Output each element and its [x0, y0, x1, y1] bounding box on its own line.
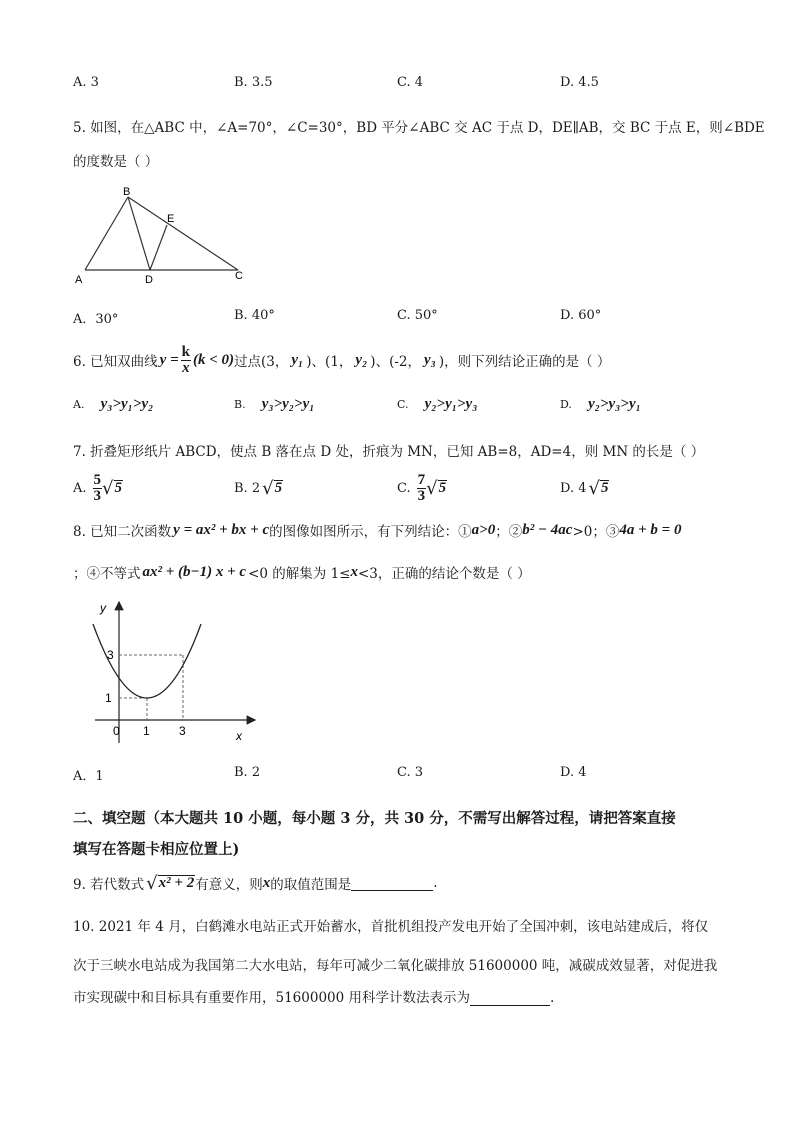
q8-conclusion2: b² − 4ac	[522, 521, 573, 538]
tick-y3: 3	[107, 648, 114, 662]
q6-fraction	[181, 345, 191, 376]
q8-xvar: x	[350, 563, 358, 580]
q6-option-b-label: B.	[234, 398, 246, 411]
q8-option-a: A．1	[73, 769, 104, 784]
origin-label: 0	[113, 724, 120, 738]
q8-line2-post: <3，正确的结论个数是（ ）	[357, 566, 531, 582]
label-E: E	[167, 213, 175, 225]
q6-frac-den: x	[182, 359, 190, 376]
q10-answer-blank[interactable]	[470, 991, 550, 1006]
q7-option-c-radicand: 5	[438, 480, 447, 496]
q6-y2: y₂	[355, 351, 368, 368]
label-A: A	[75, 274, 83, 286]
q7-option-c-label: C.	[397, 480, 411, 496]
q5-option-d: D. 60°	[560, 308, 602, 323]
q8-c2-pre: ；②	[495, 524, 523, 540]
q8-inequality: ax² + (b−1) x + c	[142, 563, 247, 580]
q6-formula-lhs: y =	[159, 351, 179, 368]
section-heading-line1: 二、填空题（本大题共 10 小题，每小题 3 分，共 30 分，不需写出解答过程，请把答案直接	[73, 810, 676, 827]
q6-option-a	[73, 396, 153, 413]
q5-question-line2: 的度数是（ ）	[73, 154, 159, 170]
q6-option-c-value: y₂>y₁>y₃	[424, 396, 478, 412]
q4-option-b: B. 3.5	[234, 75, 273, 90]
q8-mid: 的图像如图所示，有下列结论：①	[269, 524, 472, 540]
q5-option-b: B. 40°	[234, 308, 275, 323]
q6-prefix: 6. 已知双曲线	[73, 354, 158, 370]
q4-option-d: D. 4.5	[560, 75, 599, 90]
q6-mid: 过点(3，	[234, 354, 289, 370]
q7-option-b-radicand: 5	[274, 480, 283, 496]
q8-c2-post: >0；③	[572, 524, 620, 540]
q7-option-c-fraction	[417, 473, 427, 504]
q9-end: .	[433, 875, 438, 891]
q8-option-b: B. 2	[234, 765, 261, 780]
label-B: B	[123, 186, 131, 198]
q9-suffix: 的取值范围是	[270, 877, 352, 893]
q7-option-a: A. $\frac{5}{3}$ √ 5	[73, 471, 123, 504]
q6-option-b-value: y₃>y₂>y₁	[261, 396, 315, 412]
q10-question-line1: 10. 2021 年 4 月，白鹤滩水电站正式开始蓄水，首批机组投产发电开始了全国冲刺，该电站建成后，将仅	[73, 919, 709, 935]
label-C: C	[235, 270, 243, 282]
q7-option-b: B. 2 √ 5	[234, 477, 283, 499]
q9-radicand: x² + 2	[158, 875, 195, 891]
q5-question-line1: 5. 如图，在△ABC 中，∠A=70°，∠C=30°，BD 平分∠ABC 交 AC 于点 D，DE∥AB，交 BC 于点 E，则∠BDE	[73, 120, 765, 136]
parabola-graph	[85, 598, 265, 746]
tick-y1: 1	[105, 691, 112, 705]
q8-option-d: D. 4	[560, 765, 587, 780]
q7-question: 7. 折叠矩形纸片 ABCD，使点 B 落在点 D 处，折痕为 MN，已知 AB=8，AD=4，则 MN 的长是（ ）	[73, 444, 705, 460]
q8-question-line2	[73, 561, 531, 583]
q8-option-c: C. 3	[397, 765, 424, 780]
q6-option-d-label: D.	[560, 398, 572, 411]
x-axis-label: x	[236, 729, 242, 743]
q8-prefix: 8. 已知二次函数	[73, 524, 172, 540]
q9-question: 9. 若代数式 √ x² + 2 有意义，则 x 的取值范围是 .	[73, 872, 438, 894]
q6-option-a-value: y₃>y₁>y₂	[100, 396, 154, 412]
q9-answer-blank[interactable]	[351, 876, 433, 891]
q6-option-d-value: y₂>y₃>y₁	[588, 396, 641, 412]
q4-option-c: C. 4	[397, 75, 424, 90]
q6-p3: )、(-2，	[370, 354, 421, 370]
q8-line2-mid: <0 的解集为 1≤	[248, 566, 351, 582]
q9-xvar: x	[262, 874, 271, 891]
q6-option-d	[560, 396, 641, 413]
q7-option-c-den: 3	[417, 487, 426, 504]
q7-option-a-radicand: 5	[114, 480, 123, 496]
q10-question-line2: 次于三峡水电站成为我国第二大水电站，每年可减少二氧化碳排放 51600000 吨，减碳成效显著，对促进我	[73, 958, 718, 974]
triangle-figure	[70, 182, 260, 287]
q8-question-line1	[73, 519, 681, 541]
q6-question	[73, 340, 610, 380]
q7-option-c: C. $\frac{7}{3}$ √ 5	[397, 471, 447, 504]
q8-conclusion1: a>0	[471, 521, 496, 538]
q7-option-b-label: B. 2	[234, 480, 261, 496]
q10-line3-text: 市实现碳中和目标具有重要作用，51600000 用科学计数法表示为	[73, 990, 471, 1006]
q7-option-d-radicand: 5	[600, 480, 609, 496]
label-D: D	[145, 274, 153, 286]
q6-y3: y₃	[423, 351, 436, 368]
q7-option-a-fraction	[93, 473, 103, 504]
section-heading-line2: 填写在答题卡相应位置上)	[73, 841, 240, 858]
tick-x1: 1	[143, 724, 150, 738]
q6-option-c	[397, 396, 477, 413]
q6-condition: (k < 0)	[192, 351, 235, 368]
q7-option-a-num: 5	[93, 471, 102, 488]
tick-x3: 3	[179, 724, 186, 738]
q5-option-a: A．30°	[73, 312, 119, 327]
q6-suffix: )，则下列结论正确的是（ ）	[438, 354, 611, 370]
q6-p2: )、(1，	[306, 354, 353, 370]
q9-mid: 有意义，则	[195, 877, 263, 893]
y-axis-label: y	[100, 601, 106, 615]
q6-option-a-label: A.	[73, 398, 85, 411]
q8-conclusion3: 4a + b = 0	[619, 521, 682, 538]
q9-prefix: 9. 若代数式	[73, 877, 145, 893]
q7-option-a-label: A.	[73, 480, 87, 496]
q8-line2-pre: ；④不等式	[73, 566, 141, 582]
q7-option-c-num: 7	[417, 471, 426, 488]
q6-y1: y₁	[291, 351, 304, 368]
q8-function: y = ax² + bx + c	[173, 521, 270, 538]
q7-option-a-den: 3	[93, 487, 102, 504]
q10-question-line3	[73, 986, 554, 1006]
q6-option-c-label: C.	[397, 398, 409, 411]
q7-option-d: D. 4 √ 5	[560, 477, 609, 499]
q6-option-b	[234, 396, 315, 413]
q7-option-d-label: D. 4	[560, 480, 587, 496]
q4-option-a: A. 3	[73, 75, 99, 90]
q5-option-c: C. 50°	[397, 308, 438, 323]
q10-end: .	[550, 990, 555, 1006]
q6-frac-num: k	[181, 343, 190, 360]
